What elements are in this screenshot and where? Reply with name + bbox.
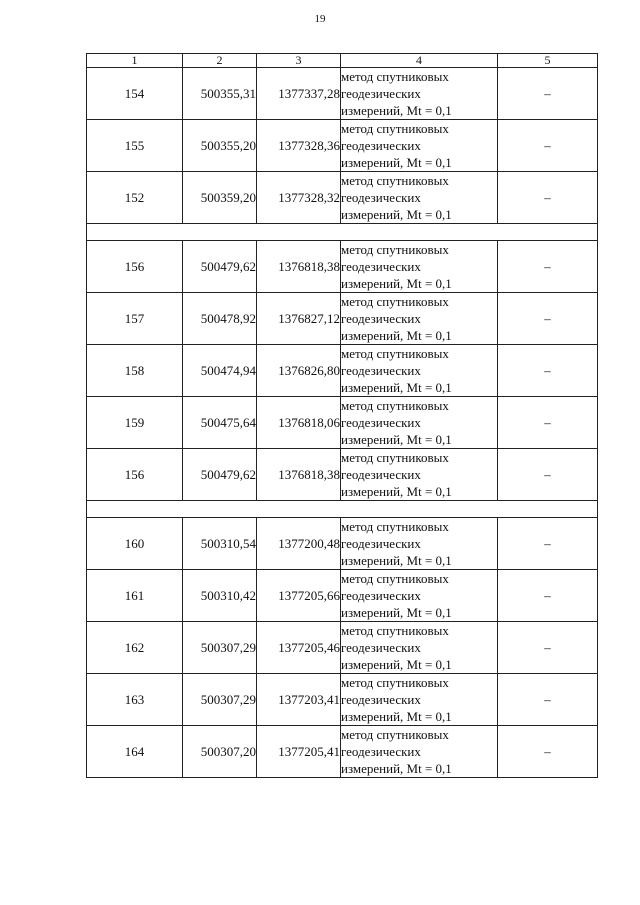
description-cell: – bbox=[498, 397, 598, 449]
method-line-3: измерений, Mt = 0,1 bbox=[341, 328, 452, 343]
method-line-3: измерений, Mt = 0,1 bbox=[341, 432, 452, 447]
header-col-1: 1 bbox=[87, 54, 183, 68]
coordinates-table bbox=[86, 53, 598, 778]
description-cell: – bbox=[498, 622, 598, 674]
method-line-2: геодезических bbox=[341, 311, 421, 326]
method-line-3: измерений, Mt = 0,1 bbox=[341, 605, 452, 620]
method-line-1: метод спутниковых bbox=[341, 398, 449, 413]
point-number-cell: 164 bbox=[87, 726, 183, 778]
table-row bbox=[87, 726, 598, 778]
table-row bbox=[87, 120, 598, 172]
x-coordinate-cell: 500355,20 bbox=[183, 120, 257, 172]
x-coordinate-cell: 500307,20 bbox=[183, 726, 257, 778]
method-line-3: измерений, Mt = 0,1 bbox=[341, 103, 452, 118]
point-number-cell: 157 bbox=[87, 293, 183, 345]
method-line-1: метод спутниковых bbox=[341, 450, 449, 465]
method-line-3: измерений, Mt = 0,1 bbox=[341, 761, 452, 776]
header-col-3: 3 bbox=[257, 54, 341, 68]
x-coordinate-cell: 500475,64 bbox=[183, 397, 257, 449]
table-row bbox=[87, 172, 598, 224]
method-line-1: метод спутниковых bbox=[341, 519, 449, 534]
header-col-5: 5 bbox=[498, 54, 598, 68]
point-number-cell: 155 bbox=[87, 120, 183, 172]
method-line-2: геодезических bbox=[341, 138, 421, 153]
x-coordinate-cell: 500478,92 bbox=[183, 293, 257, 345]
method-line-1: метод спутниковых bbox=[341, 69, 449, 84]
method-line-1: метод спутниковых bbox=[341, 121, 449, 136]
y-coordinate-cell: 1377337,28 bbox=[257, 68, 341, 120]
description-cell: – bbox=[498, 570, 598, 622]
y-coordinate-cell: 1377205,46 bbox=[257, 622, 341, 674]
method-cell bbox=[341, 68, 498, 120]
method-line-2: геодезических bbox=[341, 467, 421, 482]
method-line-1: метод спутниковых bbox=[341, 727, 449, 742]
point-number-cell: 156 bbox=[87, 241, 183, 293]
table-row bbox=[87, 449, 598, 501]
group-separator-cell bbox=[87, 224, 598, 241]
y-coordinate-cell: 1376827,12 bbox=[257, 293, 341, 345]
y-coordinate-cell: 1377203,41 bbox=[257, 674, 341, 726]
method-line-2: геодезических bbox=[341, 640, 421, 655]
table-row bbox=[87, 293, 598, 345]
method-line-3: измерений, Mt = 0,1 bbox=[341, 207, 452, 222]
method-line-2: геодезических bbox=[341, 190, 421, 205]
method-line-1: метод спутниковых bbox=[341, 242, 449, 257]
y-coordinate-cell: 1376818,38 bbox=[257, 241, 341, 293]
point-number-cell: 154 bbox=[87, 68, 183, 120]
method-line-3: измерений, Mt = 0,1 bbox=[341, 553, 452, 568]
method-line-2: геодезических bbox=[341, 588, 421, 603]
method-line-2: геодезических bbox=[341, 259, 421, 274]
method-cell bbox=[341, 674, 498, 726]
method-cell bbox=[341, 518, 498, 570]
table-row bbox=[87, 345, 598, 397]
method-cell bbox=[341, 622, 498, 674]
method-line-2: геодезических bbox=[341, 536, 421, 551]
x-coordinate-cell: 500307,29 bbox=[183, 622, 257, 674]
method-cell bbox=[341, 293, 498, 345]
method-line-1: метод спутниковых bbox=[341, 623, 449, 638]
method-line-1: метод спутниковых bbox=[341, 173, 449, 188]
group-separator-row bbox=[87, 224, 598, 241]
description-cell: – bbox=[498, 345, 598, 397]
method-cell bbox=[341, 726, 498, 778]
method-line-2: геодезических bbox=[341, 86, 421, 101]
point-number-cell: 163 bbox=[87, 674, 183, 726]
method-cell bbox=[341, 120, 498, 172]
method-line-1: метод спутниковых bbox=[341, 571, 449, 586]
table-row bbox=[87, 241, 598, 293]
x-coordinate-cell: 500474,94 bbox=[183, 345, 257, 397]
table-header-row bbox=[87, 54, 598, 68]
method-line-3: измерений, Mt = 0,1 bbox=[341, 657, 452, 672]
method-line-1: метод спутниковых bbox=[341, 675, 449, 690]
method-cell bbox=[341, 172, 498, 224]
method-line-1: метод спутниковых bbox=[341, 294, 449, 309]
method-cell bbox=[341, 345, 498, 397]
method-line-2: геодезических bbox=[341, 363, 421, 378]
y-coordinate-cell: 1376826,80 bbox=[257, 345, 341, 397]
table-body bbox=[87, 68, 598, 778]
table-row bbox=[87, 518, 598, 570]
x-coordinate-cell: 500479,62 bbox=[183, 241, 257, 293]
method-line-2: геодезических bbox=[341, 744, 421, 759]
group-separator-row bbox=[87, 501, 598, 518]
header-col-4: 4 bbox=[341, 54, 498, 68]
method-line-1: метод спутниковых bbox=[341, 346, 449, 361]
point-number-cell: 158 bbox=[87, 345, 183, 397]
group-separator-cell bbox=[87, 501, 598, 518]
description-cell: – bbox=[498, 449, 598, 501]
y-coordinate-cell: 1376818,38 bbox=[257, 449, 341, 501]
method-cell bbox=[341, 241, 498, 293]
x-coordinate-cell: 500359,20 bbox=[183, 172, 257, 224]
method-cell bbox=[341, 397, 498, 449]
point-number-cell: 159 bbox=[87, 397, 183, 449]
page-number: 19 bbox=[314, 13, 326, 25]
x-coordinate-cell: 500307,29 bbox=[183, 674, 257, 726]
description-cell: – bbox=[498, 293, 598, 345]
point-number-cell: 161 bbox=[87, 570, 183, 622]
description-cell: – bbox=[498, 120, 598, 172]
method-cell bbox=[341, 570, 498, 622]
point-number-cell: 160 bbox=[87, 518, 183, 570]
description-cell: – bbox=[498, 518, 598, 570]
header-col-2: 2 bbox=[183, 54, 257, 68]
table-row bbox=[87, 570, 598, 622]
y-coordinate-cell: 1376818,06 bbox=[257, 397, 341, 449]
y-coordinate-cell: 1377328,36 bbox=[257, 120, 341, 172]
point-number-cell: 156 bbox=[87, 449, 183, 501]
description-cell: – bbox=[498, 674, 598, 726]
x-coordinate-cell: 500355,31 bbox=[183, 68, 257, 120]
y-coordinate-cell: 1377200,48 bbox=[257, 518, 341, 570]
method-cell bbox=[341, 449, 498, 501]
y-coordinate-cell: 1377205,41 bbox=[257, 726, 341, 778]
y-coordinate-cell: 1377205,66 bbox=[257, 570, 341, 622]
x-coordinate-cell: 500479,62 bbox=[183, 449, 257, 501]
x-coordinate-cell: 500310,42 bbox=[183, 570, 257, 622]
table-row bbox=[87, 397, 598, 449]
description-cell: – bbox=[498, 68, 598, 120]
method-line-2: геодезических bbox=[341, 692, 421, 707]
method-line-3: измерений, Mt = 0,1 bbox=[341, 380, 452, 395]
method-line-3: измерений, Mt = 0,1 bbox=[341, 155, 452, 170]
table-row bbox=[87, 622, 598, 674]
method-line-3: измерений, Mt = 0,1 bbox=[341, 276, 452, 291]
point-number-cell: 162 bbox=[87, 622, 183, 674]
table-row bbox=[87, 674, 598, 726]
method-line-3: измерений, Mt = 0,1 bbox=[341, 709, 452, 724]
y-coordinate-cell: 1377328,32 bbox=[257, 172, 341, 224]
x-coordinate-cell: 500310,54 bbox=[183, 518, 257, 570]
description-cell: – bbox=[498, 241, 598, 293]
description-cell: – bbox=[498, 172, 598, 224]
table-row bbox=[87, 68, 598, 120]
point-number-cell: 152 bbox=[87, 172, 183, 224]
method-line-3: измерений, Mt = 0,1 bbox=[341, 484, 452, 499]
method-line-2: геодезических bbox=[341, 415, 421, 430]
description-cell: – bbox=[498, 726, 598, 778]
